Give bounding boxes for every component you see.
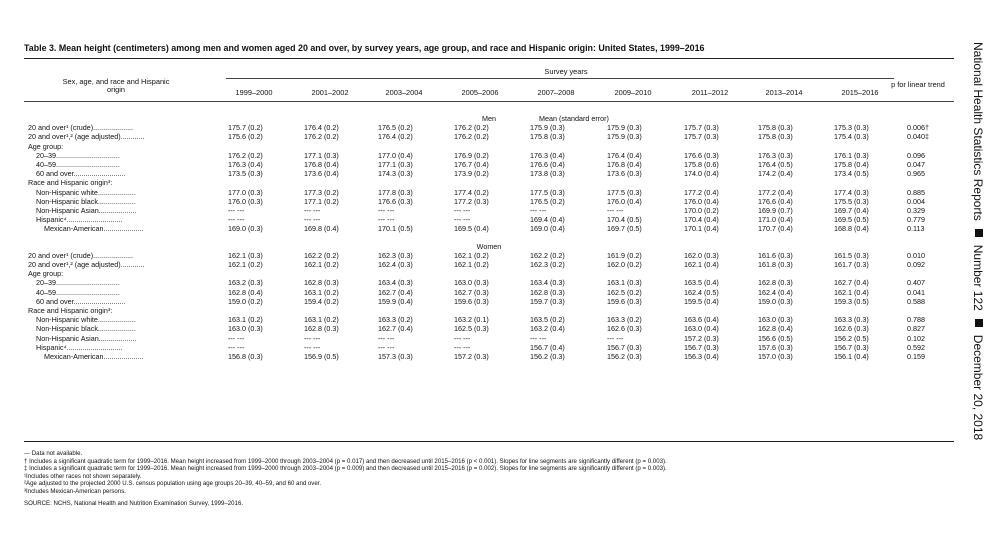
table-cell: 162.5 (0.2)	[607, 287, 642, 297]
table-row	[24, 324, 954, 333]
table-cell: 177.2 (0.4)	[758, 187, 793, 197]
table-cell: 161.7 (0.3)	[834, 260, 869, 269]
table-cell: 162.7 (0.4)	[378, 324, 413, 334]
table-cell: 162.0 (0.3)	[684, 250, 719, 260]
row-label: Hispanic⁴............................	[36, 342, 123, 352]
table-cell: 173.9 (0.2)	[454, 169, 489, 179]
table-cell: 163.1 (0.2)	[228, 315, 263, 325]
table-row	[24, 288, 954, 297]
table-cell: 176.8 (0.4)	[607, 160, 642, 169]
table-cell: --- ---	[304, 333, 321, 343]
table-cell: 175.8 (0.3)	[758, 132, 793, 142]
table-row	[24, 160, 954, 169]
table-cell: 162.8 (0.3)	[758, 278, 793, 288]
table-cell: 170.1 (0.4)	[684, 224, 719, 234]
row-label: Women	[476, 241, 502, 251]
table-cell: 175.7 (0.2)	[228, 123, 263, 133]
p-trend-cell: 0.159	[907, 352, 925, 361]
table-cell: 177.0 (0.3)	[228, 187, 263, 197]
table-cell: 177.2 (0.4)	[684, 187, 719, 197]
table-cell: 162.3 (0.3)	[378, 250, 413, 260]
table-cell: 162.8 (0.3)	[304, 278, 339, 288]
table-cell: 159.3 (0.5)	[834, 296, 869, 306]
table-row	[24, 269, 954, 278]
table-cell: 156.2 (0.3)	[607, 352, 642, 361]
report-number: Number 122	[971, 244, 985, 311]
table-cell: --- ---	[530, 333, 547, 343]
table-cell: 170.1 (0.5)	[378, 224, 413, 234]
table-cell: 176.6 (0.4)	[530, 160, 565, 169]
report-date: December 20, 2018	[971, 334, 985, 441]
table-cell: --- ---	[228, 333, 245, 343]
table-cell: 177.4 (0.2)	[454, 187, 489, 197]
table-cell: --- ---	[454, 206, 471, 215]
table-cell: 176.0 (0.4)	[684, 196, 719, 206]
table-cell: 156.7 (0.3)	[684, 342, 719, 352]
table-row	[24, 132, 954, 141]
table-cell: 173.6 (0.3)	[607, 169, 642, 179]
table-cell: --- ---	[304, 342, 321, 352]
table-cell: 163.5 (0.2)	[530, 315, 565, 325]
table-cell: 177.0 (0.4)	[378, 150, 413, 160]
table-title: Table 3. Mean height (centimeters) among men and women aged 20 and over, by survey years, age group, and race and Hispanic origin: United States, 1999–2016	[24, 43, 705, 53]
table-cell: 159.6 (0.3)	[607, 296, 642, 306]
row-label: 60 and over..........................	[36, 296, 126, 306]
row-label: Men	[482, 114, 496, 123]
table-cell: 173.5 (0.3)	[228, 169, 263, 179]
table-cell: 162.8 (0.3)	[530, 287, 565, 297]
table-cell: 162.1 (0.2)	[304, 260, 339, 269]
table-cell: 156.2 (0.3)	[530, 352, 565, 361]
mean-se-label	[264, 114, 884, 123]
p-trend-cell: 0.113	[907, 224, 925, 234]
footnote: --- Data not available.	[24, 450, 83, 457]
p-trend-cell: 0.827	[907, 324, 925, 334]
top-rule	[24, 58, 954, 59]
table-cell: 162.7 (0.4)	[378, 287, 413, 297]
table-cell: 157.2 (0.3)	[684, 333, 719, 343]
table-cell: 169.8 (0.4)	[304, 224, 339, 234]
row-label: Age group:	[28, 141, 64, 151]
table-cell: 175.8 (0.6)	[684, 160, 719, 169]
table-cell: 156.8 (0.3)	[228, 352, 263, 361]
table-cell: 169.0 (0.3)	[228, 224, 263, 234]
table-cell: 156.7 (0.4)	[530, 342, 565, 352]
row-label: Non-Hispanic Asian...................	[36, 206, 137, 215]
p-trend-cell: 0.788	[907, 315, 925, 325]
table-cell: 163.1 (0.3)	[607, 278, 642, 288]
table-row	[24, 178, 954, 187]
table-cell: 161.8 (0.3)	[758, 260, 793, 269]
row-label: 40–59................................	[36, 287, 120, 297]
footnote: ³Includes Mexican-American persons.	[24, 487, 126, 495]
table-cell: --- ---	[454, 215, 471, 225]
table-cell: 175.5 (0.3)	[834, 196, 869, 206]
footnote: ¹Includes other races not shown separately.	[24, 472, 142, 480]
stub-header: Sex, age, and race and Hispanic origin	[62, 77, 170, 95]
table-cell: 161.6 (0.3)	[758, 250, 793, 260]
mean-se-text: Mean (standard error)	[539, 114, 609, 123]
table-cell: 159.7 (0.3)	[530, 296, 565, 306]
table-cell: 173.6 (0.4)	[304, 169, 339, 179]
table-row	[24, 260, 954, 269]
table-cell: 159.0 (0.2)	[228, 296, 263, 306]
table-cell: 175.7 (0.3)	[684, 123, 719, 133]
table-cell: 176.2 (0.2)	[228, 150, 263, 160]
p-trend-cell: 0.006†	[907, 123, 929, 133]
table-cell: 168.8 (0.4)	[834, 224, 869, 234]
table-cell: 176.1 (0.3)	[834, 150, 869, 160]
table-cell: 163.2 (0.3)	[228, 278, 263, 288]
table-cell: 162.1 (0.2)	[454, 250, 489, 260]
p-trend-cell: 0.041	[907, 287, 925, 297]
table-cell: 176.2 (0.2)	[454, 123, 489, 133]
year-header: 2011–2012	[691, 88, 729, 97]
table-cell: 177.5 (0.3)	[530, 187, 565, 197]
row-label: Race and Hispanic origin³:	[28, 306, 113, 315]
table-cell: --- ---	[530, 206, 547, 215]
table-cell: 159.5 (0.4)	[684, 296, 719, 306]
table-cell: 159.9 (0.4)	[378, 296, 413, 306]
table-cell: 157.6 (0.3)	[758, 342, 793, 352]
table-cell: 163.1 (0.2)	[304, 315, 339, 325]
table-cell: 176.4 (0.2)	[304, 123, 339, 133]
row-label: 20 and over¹ (crude)....................	[28, 250, 134, 260]
table-cell: 175.9 (0.3)	[607, 132, 642, 142]
row-label: Mexican-American....................	[44, 352, 144, 361]
table-cell: 163.6 (0.4)	[684, 315, 719, 325]
table-cell: --- ---	[304, 206, 321, 215]
table-cell: 156.1 (0.4)	[834, 352, 869, 361]
table-cell: 170.4 (0.5)	[607, 215, 642, 225]
table-cell: 163.4 (0.3)	[530, 278, 565, 288]
table-cell: 175.7 (0.3)	[684, 132, 719, 142]
year-header: 2003–2004	[385, 88, 423, 97]
table-cell: 175.8 (0.4)	[834, 160, 869, 169]
table-cell: 162.4 (0.3)	[378, 260, 413, 269]
table-cell: 159.6 (0.3)	[454, 296, 489, 306]
table-cell: 177.1 (0.3)	[304, 150, 339, 160]
year-header: 2015–2016	[841, 88, 879, 97]
table-cell: 170.7 (0.4)	[758, 224, 793, 234]
table-cell: 171.0 (0.4)	[758, 215, 793, 225]
table-cell: 156.3 (0.4)	[684, 352, 719, 361]
table-row	[24, 123, 954, 132]
table-cell: --- ---	[228, 206, 245, 215]
table-cell: 175.6 (0.2)	[228, 132, 263, 142]
table-cell: 177.1 (0.3)	[378, 160, 413, 169]
side-banner-text	[971, 42, 985, 440]
table-cell: 176.4 (0.4)	[607, 150, 642, 160]
table-cell: 162.6 (0.3)	[607, 324, 642, 334]
table-cell: 156.7 (0.3)	[607, 342, 642, 352]
row-label: Non-Hispanic black...................	[36, 324, 136, 334]
row-label: Race and Hispanic origin³:	[28, 178, 113, 188]
table-row	[24, 251, 954, 260]
table-cell: 161.9 (0.2)	[607, 250, 642, 260]
table-row	[24, 142, 954, 151]
table-cell: --- ---	[454, 333, 471, 343]
table-cell: 176.2 (0.2)	[454, 132, 489, 142]
table-cell: 162.4 (0.5)	[684, 287, 719, 297]
table-cell: 156.7 (0.3)	[834, 342, 869, 352]
source-note: SOURCE: NCHS, National Health and Nutrition Examination Survey, 1999–2016.	[24, 499, 244, 507]
p-trend-cell: 0.588	[907, 296, 925, 306]
table-cell: 175.8 (0.3)	[758, 123, 793, 133]
table-cell: 163.3 (0.2)	[378, 315, 413, 325]
p-trend-cell: 0.004	[907, 196, 925, 206]
table-cell: 170.0 (0.2)	[684, 206, 719, 215]
row-label: Non-Hispanic white...................	[36, 315, 136, 325]
table-cell: 169.7 (0.4)	[834, 206, 869, 215]
table-cell: 174.0 (0.4)	[684, 169, 719, 179]
row-label: Age group:	[28, 269, 64, 279]
table-cell: 173.8 (0.3)	[530, 169, 565, 179]
bottom-rule	[24, 441, 954, 442]
table-row	[24, 352, 954, 361]
table-cell: 176.4 (0.2)	[378, 132, 413, 142]
table-cell: 162.6 (0.3)	[834, 324, 869, 334]
table-cell: 177.4 (0.3)	[834, 187, 869, 197]
survey-years-header: Survey years	[544, 67, 588, 76]
p-trend-cell: 0.779	[907, 215, 925, 225]
table-cell: 176.0 (0.4)	[607, 196, 642, 206]
table-cell: 176.3 (0.4)	[530, 150, 565, 160]
table-cell: 162.0 (0.2)	[607, 260, 642, 269]
row-label: 60 and over..........................	[36, 169, 126, 179]
table-cell: 163.0 (0.4)	[684, 324, 719, 334]
table-cell: 157.0 (0.3)	[758, 352, 793, 361]
table-row	[24, 343, 954, 352]
table-cell: --- ---	[228, 342, 245, 352]
p-trend-cell: 0.102	[907, 333, 925, 343]
table-row	[24, 197, 954, 206]
publication-name: National Health Statistics Reports	[971, 42, 985, 221]
table-row	[24, 215, 954, 224]
table-cell: 156.2 (0.5)	[834, 333, 869, 343]
p-trend-cell: 0.010	[907, 250, 925, 260]
table-cell: 175.9 (0.3)	[530, 123, 565, 133]
table-cell: 163.0 (0.3)	[454, 278, 489, 288]
header-bottom-rule	[24, 101, 954, 102]
footnote: † Includes a significant quadratic term for 1999–2016. Mean height increased from 1999–2000 through 2003–2004 (p = 0.017) and then decreased until 2015–2016 (p < 0.001). Slopes for line segments are significantly different (p = 0.003).	[24, 457, 667, 465]
table-row	[24, 224, 954, 233]
table-cell: 163.2 (0.4)	[530, 324, 565, 334]
table-cell: 176.9 (0.2)	[454, 150, 489, 160]
table-cell: 162.7 (0.4)	[834, 278, 869, 288]
table-cell: 162.8 (0.4)	[758, 324, 793, 334]
row-label: 20 and over¹ (crude)....................	[28, 123, 134, 133]
table-row	[24, 151, 954, 160]
table-cell: 173.4 (0.5)	[834, 169, 869, 179]
row-label: Non-Hispanic white...................	[36, 187, 136, 197]
p-trend-cell: 0.040‡	[907, 132, 929, 142]
row-label: 40–59................................	[36, 160, 120, 169]
table-cell: 176.0 (0.3)	[228, 196, 263, 206]
table-cell: 176.6 (0.3)	[378, 196, 413, 206]
p-trend-cell: 0.592	[907, 342, 925, 352]
table-cell: 156.9 (0.5)	[304, 352, 339, 361]
table-cell: 177.1 (0.2)	[304, 196, 339, 206]
notes-list	[24, 450, 954, 496]
table-cell: 177.5 (0.3)	[607, 187, 642, 197]
table-cell: 159.4 (0.2)	[304, 296, 339, 306]
row-label: Mexican-American....................	[44, 224, 144, 234]
table-cell: 176.3 (0.3)	[758, 150, 793, 160]
table-cell: 170.4 (0.4)	[684, 215, 719, 225]
p-trend-cell: 0.885	[907, 187, 925, 197]
table-row	[24, 306, 954, 315]
table-cell: 157.3 (0.3)	[378, 352, 413, 361]
section-heading	[24, 242, 954, 251]
footnote: ‡ Includes a significant quadratic term for 1999–2016. Mean height increased from 1999–2000 through 2003–2004 (p = 0.009) and then decreased until 2015–2016 (p = 0.002). Slopes for line segments are significantly different (p = 0.003).	[24, 465, 667, 473]
table-cell: 169.5 (0.4)	[454, 224, 489, 234]
row-label: Hispanic⁴............................	[36, 215, 123, 225]
p-trend-cell: 0.047	[907, 160, 925, 169]
table-cell: 163.5 (0.4)	[684, 278, 719, 288]
table-row	[24, 206, 954, 215]
table-row	[24, 297, 954, 306]
table-cell: 176.3 (0.4)	[228, 160, 263, 169]
table-cell: 169.0 (0.4)	[530, 224, 565, 234]
table-cell: 176.5 (0.2)	[378, 123, 413, 133]
year-header: 2013–2014	[765, 88, 803, 97]
table-cell: --- ---	[228, 215, 245, 225]
table-cell: 174.2 (0.4)	[758, 169, 793, 179]
table-row	[24, 278, 954, 287]
year-header: 2009–2010	[614, 88, 652, 97]
table-cell: 162.5 (0.3)	[454, 324, 489, 334]
square-bullet-icon	[975, 319, 983, 327]
table-cell: 162.1 (0.4)	[834, 287, 869, 297]
table-cell: --- ---	[378, 206, 395, 215]
survey-years-rule	[226, 78, 894, 79]
p-trend-cell: 0.965	[907, 169, 925, 179]
footnotes	[24, 450, 954, 507]
row-label: 20–39................................	[36, 278, 120, 288]
table-cell: 177.3 (0.2)	[304, 187, 339, 197]
table-cell: --- ---	[378, 342, 395, 352]
table-row	[24, 169, 954, 178]
table-cell: 161.5 (0.3)	[834, 250, 869, 260]
row-label: 20–39................................	[36, 150, 120, 160]
table-cell: --- ---	[378, 215, 395, 225]
p-trend-cell: 0.092	[907, 260, 925, 269]
table-cell: 162.2 (0.2)	[530, 250, 565, 260]
table-cell: --- ---	[304, 215, 321, 225]
table-cell: 163.3 (0.3)	[834, 315, 869, 325]
table-cell: 162.8 (0.4)	[228, 287, 263, 297]
table-cell: 156.6 (0.5)	[758, 333, 793, 343]
table-cell: 163.2 (0.1)	[454, 315, 489, 325]
table-cell: 169.9 (0.7)	[758, 206, 793, 215]
table-cell: 162.8 (0.3)	[304, 324, 339, 334]
trend-header: p for linear trend	[891, 80, 945, 89]
table-cell: 162.1 (0.2)	[228, 260, 263, 269]
square-bullet-icon	[975, 229, 983, 237]
table-cell: 175.9 (0.3)	[607, 123, 642, 133]
table-cell: 162.1 (0.4)	[684, 260, 719, 269]
row-label: Non-Hispanic Asian...................	[36, 333, 137, 343]
table-cell: 162.1 (0.3)	[228, 250, 263, 260]
table-cell: 176.5 (0.2)	[530, 196, 565, 206]
table-cell: 175.3 (0.3)	[834, 123, 869, 133]
table-cell: 176.7 (0.4)	[454, 160, 489, 169]
p-trend-cell: 0.407	[907, 278, 925, 288]
p-trend-cell: 0.096	[907, 150, 925, 160]
table-cell: 176.4 (0.5)	[758, 160, 793, 169]
table-cell: 159.0 (0.3)	[758, 296, 793, 306]
table-cell: 176.2 (0.2)	[304, 132, 339, 142]
table-cell: 169.4 (0.4)	[530, 215, 565, 225]
p-trend-cell: 0.329	[907, 206, 925, 215]
table-cell: 174.3 (0.3)	[378, 169, 413, 179]
row-label: 20 and over¹,² (age adjusted)............	[28, 260, 145, 269]
table-cell: 162.4 (0.4)	[758, 287, 793, 297]
table-cell: 163.1 (0.2)	[304, 287, 339, 297]
table-cell: 175.8 (0.3)	[530, 132, 565, 142]
table-cell: 176.8 (0.4)	[304, 160, 339, 169]
year-header: 2005–2006	[461, 88, 499, 97]
table-cell: 169.5 (0.5)	[834, 215, 869, 225]
table-cell: 163.4 (0.3)	[378, 278, 413, 288]
table-cell: 176.6 (0.3)	[684, 150, 719, 160]
table-cell: --- ---	[607, 206, 624, 215]
table-cell: 157.2 (0.3)	[454, 352, 489, 361]
table-cell: 162.2 (0.2)	[304, 250, 339, 260]
table-row	[24, 334, 954, 343]
table-cell: 169.7 (0.5)	[607, 224, 642, 234]
row-label: 20 and over¹,² (age adjusted)............	[28, 132, 145, 142]
row-label: Non-Hispanic black...................	[36, 196, 136, 206]
table-row	[24, 188, 954, 197]
table-cell: 162.7 (0.3)	[454, 287, 489, 297]
table-cell: 162.1 (0.2)	[454, 260, 489, 269]
table-cell: 175.4 (0.3)	[834, 132, 869, 142]
table-row	[24, 315, 954, 324]
table-cell: --- ---	[607, 333, 624, 343]
year-header: 1999–2000	[235, 88, 273, 97]
table-cell: 163.3 (0.2)	[607, 315, 642, 325]
year-header: 2001–2002	[311, 88, 349, 97]
table-cell: 163.0 (0.3)	[758, 315, 793, 325]
table-cell: 177.2 (0.3)	[454, 196, 489, 206]
table-cell: 177.8 (0.3)	[378, 187, 413, 197]
table-cell: 176.6 (0.4)	[758, 196, 793, 206]
table-cell: --- ---	[378, 333, 395, 343]
year-header: 2007–2008	[537, 88, 575, 97]
footnote: ²Age adjusted to the projected 2000 U.S. census population using age groups 20–39, 40–59, and 60 and over.	[24, 480, 322, 488]
table-cell: 162.3 (0.2)	[530, 260, 565, 269]
table-cell: 163.0 (0.3)	[228, 324, 263, 334]
table-cell: --- ---	[454, 342, 471, 352]
